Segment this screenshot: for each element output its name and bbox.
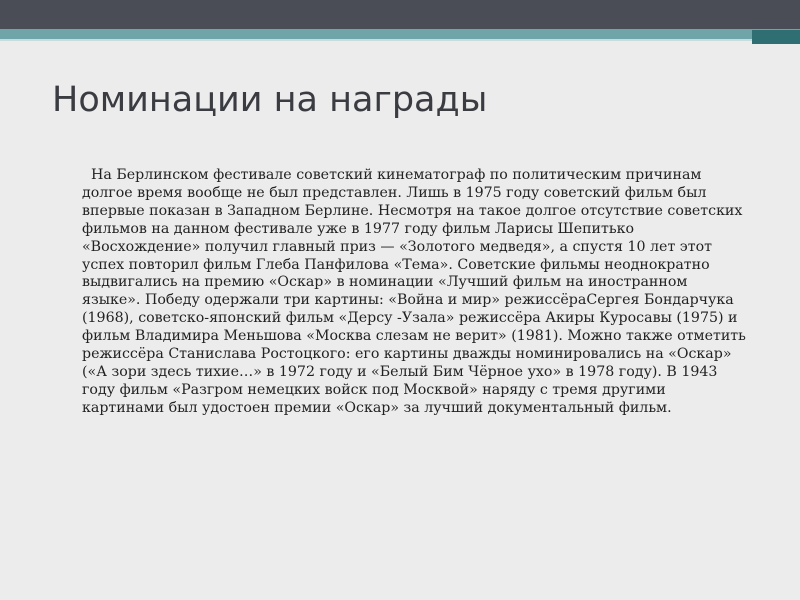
slide-title: Номинации на награды <box>52 80 488 120</box>
header-rule <box>0 39 800 41</box>
accent-tab <box>752 30 800 44</box>
header-band <box>0 0 800 29</box>
header-stripe <box>0 29 800 39</box>
slide-body-text: На Берлинском фестивале советский кинематограф по политическим причинам долгое время вообще не был представлен. Лишь в 1975 году советский фильм был впервые показан в Западном Берлине. Несмотря на такое долгое отсутствие советских фильмов на данном фестивале уже в 1977 году фильм Ларисы Шепитько «Восхождение» получил главный приз — «Золотого медведя», а спустя 10 лет этот успех повторил фильм Глеба Панфилова «Тема». Советские фильмы неоднократно выдвигались на премию «Оскар» в номинации «Лучший фильм на иностранном языке». Победу одержали три картины: «Война и мир» режиссёраСергея Бондарчука (1968), советско-японский фильм «Дерсу -Узала» режиссёра Акиры Куросавы (1975) и фильм Владимира Меньшова «Москва слезам не верит» (1981). Можно также отметить режиссёра Станислава Ростоцкого: его картины дважды номинировались на «Оскар» («А зори здесь тихие…» в 1972 году и «Белый Бим Чёрное ухо» в 1978 году). В 1943 году фильм «Разгром немецких войск под Москвой» наряду с тремя другими картинами был удостоен премии «Оскар» за лучший документальный фильм. <box>82 167 746 416</box>
